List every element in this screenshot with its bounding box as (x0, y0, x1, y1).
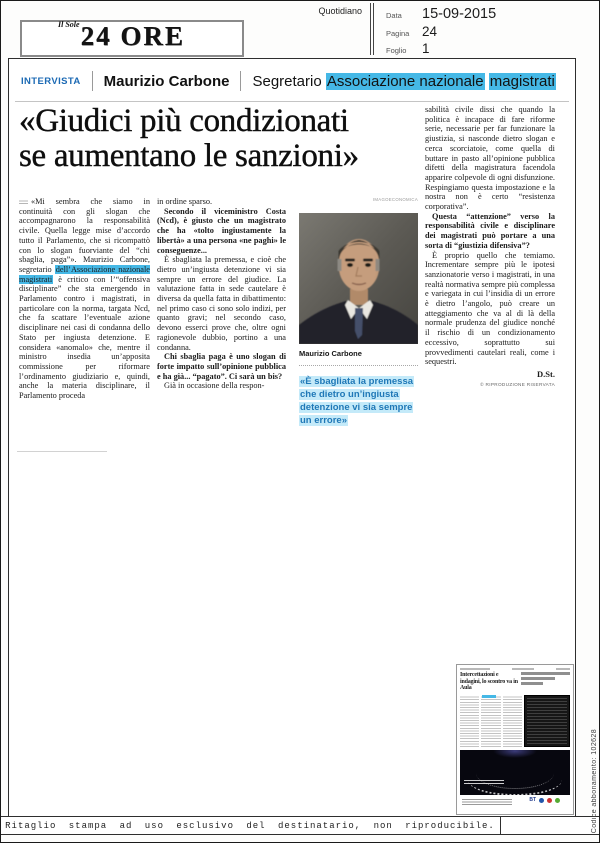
thumbnail-bar (521, 672, 570, 675)
sheet-label: Foglio (386, 46, 407, 55)
caption-rule (299, 365, 418, 366)
advert-footer-lines (462, 797, 512, 805)
advert-glow (493, 750, 537, 758)
footer-divider (500, 817, 501, 834)
meta-row-page (386, 24, 586, 39)
answer-3: È proprio quello che temiamo. Incrementare sempre più le ipotesi sanzionatorie verso i magistrati, in una realtà normativa sempre più complessa e variegata in cui l’insidia di un errore è dietro l’angolo, può creare un atteggiamento che va al di là della normale prudenza del giudice nonché il rischio di un condizionamento eccessivo, soprattutto sui provvedimenti cautelari reali, come i sequestri. (425, 250, 555, 367)
thumbnail-advert (460, 750, 570, 808)
pull-quote-text: «È sbagliata la premessa che dietro un’ingiusta detenzione vi sia sempre un errore» (300, 376, 414, 427)
thumbnail-bar (521, 682, 543, 685)
page-thumbnail (456, 664, 574, 815)
kicker-tag: INTERVISTA (21, 75, 81, 87)
thumbnail-rule (556, 668, 570, 670)
thumbnail-text-column (460, 695, 479, 747)
clip-metadata (386, 6, 586, 58)
lead-text-pre: «Mi sembra che siamo in continuità con gli slogan che accompagnarono la responsabilità civile. Quella legge mise d’accordo tutto il Parlamento, che si ricompattò con lo slogan fuorviante del “chi sbaglia, paga”». Maurizio Carbone, segretario (19, 197, 150, 274)
page-value: 24 (422, 24, 438, 39)
page-label: Pagina (386, 29, 410, 38)
logo-24ore-text: 24 ORE (80, 21, 185, 51)
advert-text-lines (464, 778, 504, 784)
article-column-4 (425, 105, 555, 388)
interviewee-name: Maurizio Carbone (103, 72, 230, 90)
kicker-row (21, 67, 565, 95)
kicker-divider (240, 71, 241, 91)
photo-caption: Maurizio Carbone (299, 349, 362, 358)
question-1: Secondo il viceministro Costa (Ncd), è giusto che un magistrato che ha «tolto ingiustamente la libertà» a una persona «ne paghi» le conseguenze... (157, 206, 286, 255)
interviewee-role (252, 73, 555, 90)
publication-logo (58, 20, 242, 52)
pull-quote (299, 375, 418, 427)
role-highlight-association: Associazione nazionale (326, 72, 484, 90)
photo-credit: IMAGOECONOMICA (372, 197, 418, 203)
copyright-notice: © RIPRODUZIONE RISERVATA (480, 382, 555, 388)
meta-row-date (386, 6, 586, 22)
sponsor-logo-icon (547, 798, 552, 803)
photo-column (299, 197, 418, 427)
thumbnail-topbar (460, 668, 570, 670)
article-headline (19, 104, 427, 175)
date-value: 15-09-2015 (422, 6, 497, 22)
thumbnail-head-row (460, 672, 570, 692)
thumbnail-text-column (503, 695, 522, 747)
byline: D.St. (537, 368, 555, 379)
sponsor-logo-icon (555, 798, 560, 803)
sheet-value: 1 (422, 41, 430, 56)
role-highlight-magistrati: magistrati (489, 72, 555, 90)
kicker-divider (92, 71, 93, 91)
answer-2-start: Già in occasione della respon- (164, 381, 265, 391)
sponsor-logo-icon (539, 798, 544, 803)
kicker-rule (15, 101, 569, 102)
thumbnail-columns (460, 695, 570, 747)
thumbnail-rule (512, 668, 534, 670)
thumbnail-headline: Intercettazioni e indagini, lo scontro va in Aula (460, 672, 518, 692)
paragraph: in ordine sparso. (157, 197, 213, 206)
advert-footer (460, 795, 570, 808)
bt-logo: BT (529, 797, 536, 804)
thumbnail-bar (521, 677, 555, 680)
thumbnail-subhead (521, 672, 570, 692)
headline-line2: se aumentano le sanzioni» (19, 138, 359, 175)
interviewee-photo (299, 213, 418, 344)
footer-bar (0, 816, 600, 835)
answer-2-continued: sabilità civile dissi che quando la politica è incapace di fare riforme serie, necessarie per far funzionare la giustizia, si nasconde dietro slogan e cerca scorciatoie, come quella di buttare in pasto all’opinione pubblica difetti della magistratura facendola apparire colpevole di ogni disfunzione. Respingiamo questa impostazione e la nostra non è certo “resistenza corporativa”. (425, 105, 555, 212)
article-clip (8, 58, 576, 818)
article-column-1 (19, 197, 150, 401)
lead-mark-icon (19, 199, 28, 204)
publication-logo-box (20, 20, 244, 57)
header-divider (370, 3, 374, 55)
headline-line1: «Giudici più condizionati (19, 103, 349, 139)
date-label: Data (386, 11, 402, 20)
lead-text-highlight: dell’Associazione nazionale magistrati (19, 264, 150, 284)
thumbnail-dark-box (524, 695, 570, 747)
article-column-2 (157, 197, 286, 391)
advert-arc (476, 758, 554, 789)
lead-paragraph (19, 197, 150, 401)
thumbnail-rule (460, 668, 490, 670)
footer-cell (0, 817, 500, 834)
footer-disclaimer: Ritaglio stampa ad uso esclusivo del destinatario, non riproducibile. (5, 820, 495, 831)
publication-type-label: Quotidiano (318, 6, 362, 16)
meta-row-sheet (386, 41, 586, 56)
thumbnail-highlight-mark (482, 695, 496, 698)
lead-text-post: è critico con l’“offensiva disciplinare” che sta emergendo in Parlamento contro i magistrati, in particolare con la norma, targata Ncd, che fa scattare l’eventuale azione disciplinare nei casi di condanna dello Stato per ingiusta detenzione. E considera «anomalo» che, mentre il ministro insedia un’apposita commissione per riformare l’ordinamento giudiziario e, quindi, anche la materia disciplinare, il Parlamento proceda (19, 274, 150, 401)
role-prefix: Segretario (252, 72, 326, 90)
question-3: Questa “attenzione” verso la responsabilità civile e disciplinare dei magistrati può portare a una sorta di “giustizia difensiva”? (425, 211, 555, 250)
thumbnail-text-column (481, 695, 500, 747)
subscription-code: Codice abbonamento: 102628 (591, 728, 598, 833)
logo-ilsole-text: Il Sole (58, 20, 80, 29)
scan-artifact-line (17, 451, 107, 452)
question-2: Chi sbaglia paga è uno slogan di forte impatto sull’opinione pubblica e ha già... “pagato”. Ci sarà un bis? (157, 352, 286, 381)
answer-1: È sbagliata la premessa, e cioè che dietro un’ingiusta detenzione vi sia sempre un errore del giudice. La valutazione fatta in sede cautelare è diversa da quella fatta in dibattimento: nel primo caso ci sono solo indizi, per quanto gravi; nel secondo caso, devono esserci prove che, oltre ogni ragionevole dubbio, portino a una condanna. (157, 255, 286, 352)
